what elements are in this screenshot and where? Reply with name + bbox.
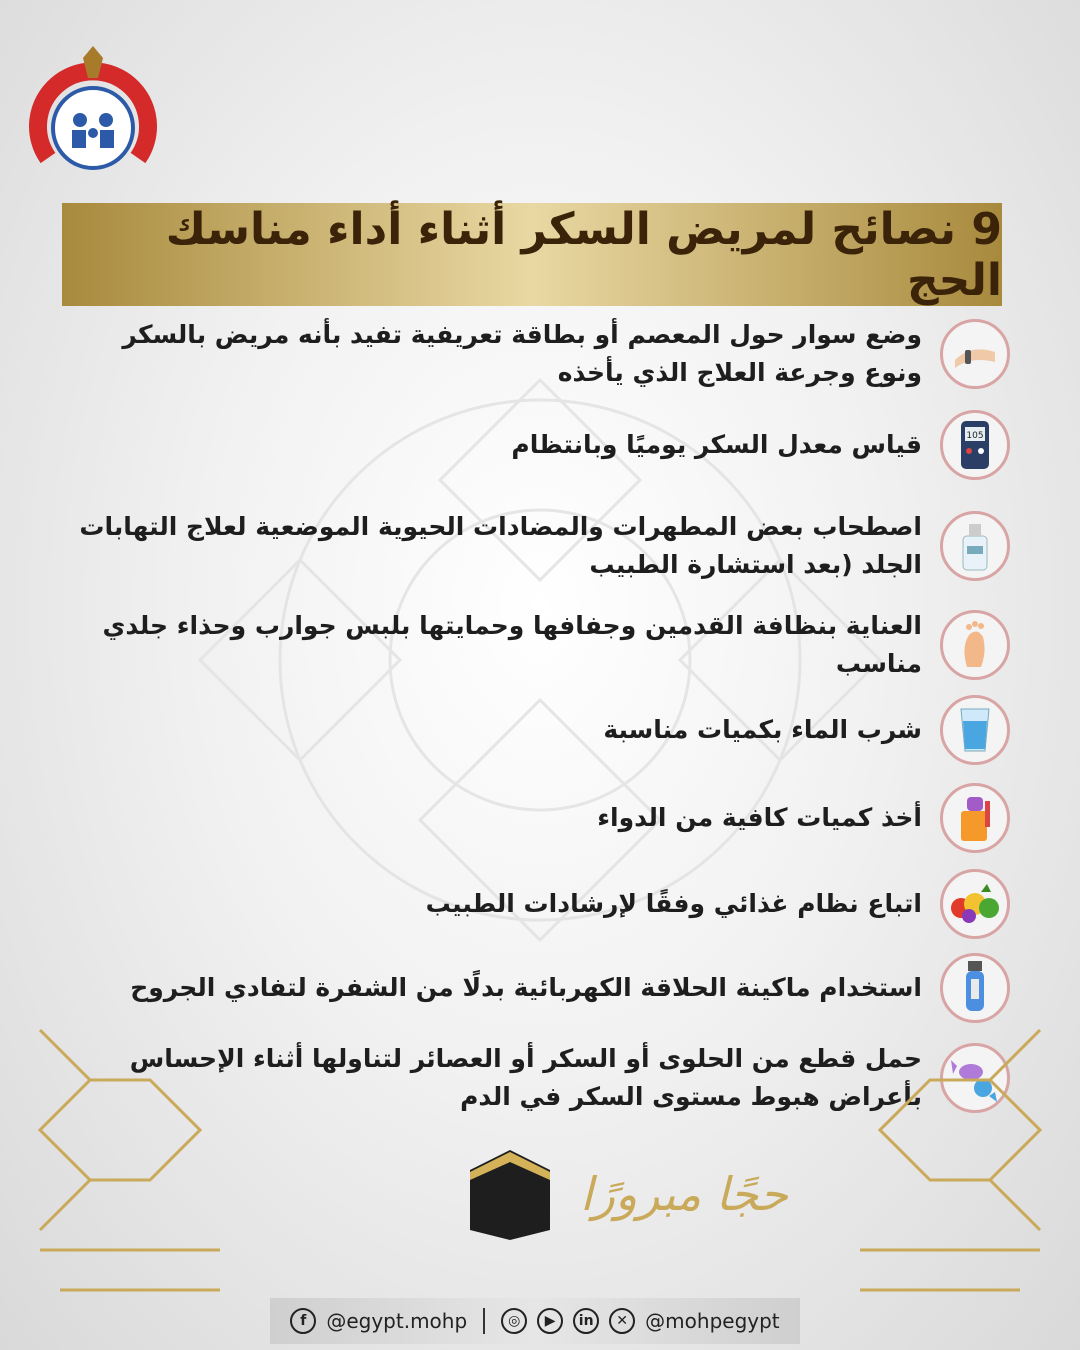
tip-text: شرب الماء بكميات مناسبة: [603, 715, 922, 744]
tip-text: حمل قطع من الحلوى أو السكر أو العصائر لتناولها أثناء الإحساس بأعراض هبوط مستوى السكر في الدم: [129, 1044, 922, 1111]
tip-text: أخذ كميات كافية من الدواء: [597, 803, 922, 832]
tip-item: [60, 695, 1010, 765]
instagram-icon[interactable]: ◎: [501, 1308, 527, 1334]
tip-text: قياس معدل السكر يوميًا وبانتظام: [511, 430, 922, 459]
facebook-handle[interactable]: @egypt.mohp: [326, 1309, 468, 1333]
tip-item: [60, 869, 1010, 939]
tip-text: اتباع نظام غذائي وفقًا لإرشادات الطبيب: [425, 889, 922, 918]
tip-item: [60, 508, 1010, 584]
foot-icon: [940, 610, 1010, 680]
bottom-decoration: [0, 990, 1080, 1310]
water-glass-icon: [940, 695, 1010, 765]
page-title: 9 نصائح لمريض السكر أثناء أداء مناسك الحج: [165, 203, 1002, 306]
greeting-calligraphy: حجًا مبرورًا: [580, 1167, 788, 1221]
tip-text: العناية بنظافة القدمين وجفافها وحمايتها بلبس جوارب وحذاء جلدي مناسب: [102, 611, 922, 678]
facebook-icon[interactable]: f: [290, 1308, 316, 1334]
title-banner: [62, 203, 1002, 306]
social-handle[interactable]: @mohpegypt: [645, 1309, 780, 1333]
tip-item: [60, 783, 1010, 853]
linkedin-icon[interactable]: in: [573, 1308, 599, 1334]
tip-text: وضع سوار حول المعصم أو بطاقة تعريفية تفيد بأنه مريض بالسكر ونوع وجرعة العلاج الذي يأخذه: [122, 320, 922, 387]
ministry-logo: [28, 38, 158, 188]
x-icon[interactable]: ✕: [609, 1308, 635, 1334]
glucometer-icon: [940, 410, 1010, 480]
youtube-icon[interactable]: ▶: [537, 1308, 563, 1334]
tip-item: [60, 607, 1010, 683]
tip-text: استخدام ماكينة الحلاقة الكهربائية بدلًا من الشفرة لتفادي الجروح: [130, 973, 922, 1002]
footer-divider: [483, 1308, 485, 1334]
wristband-icon: [940, 319, 1010, 389]
tip-text: اصطحاب بعض المطهرات والمضادات الحيوية الموضعية لعلاج التهابات الجلد (بعد استشارة الطبيب: [79, 512, 922, 579]
fruits-vegetables-icon: [940, 869, 1010, 939]
glucometer-value: 105: [966, 431, 984, 441]
kaaba-icon: [470, 1150, 550, 1240]
tip-item: [60, 316, 1010, 392]
social-footer: [270, 1298, 800, 1344]
medicine-icon: [940, 783, 1010, 853]
tip-item: [60, 410, 1010, 480]
sanitizer-icon: [940, 511, 1010, 581]
